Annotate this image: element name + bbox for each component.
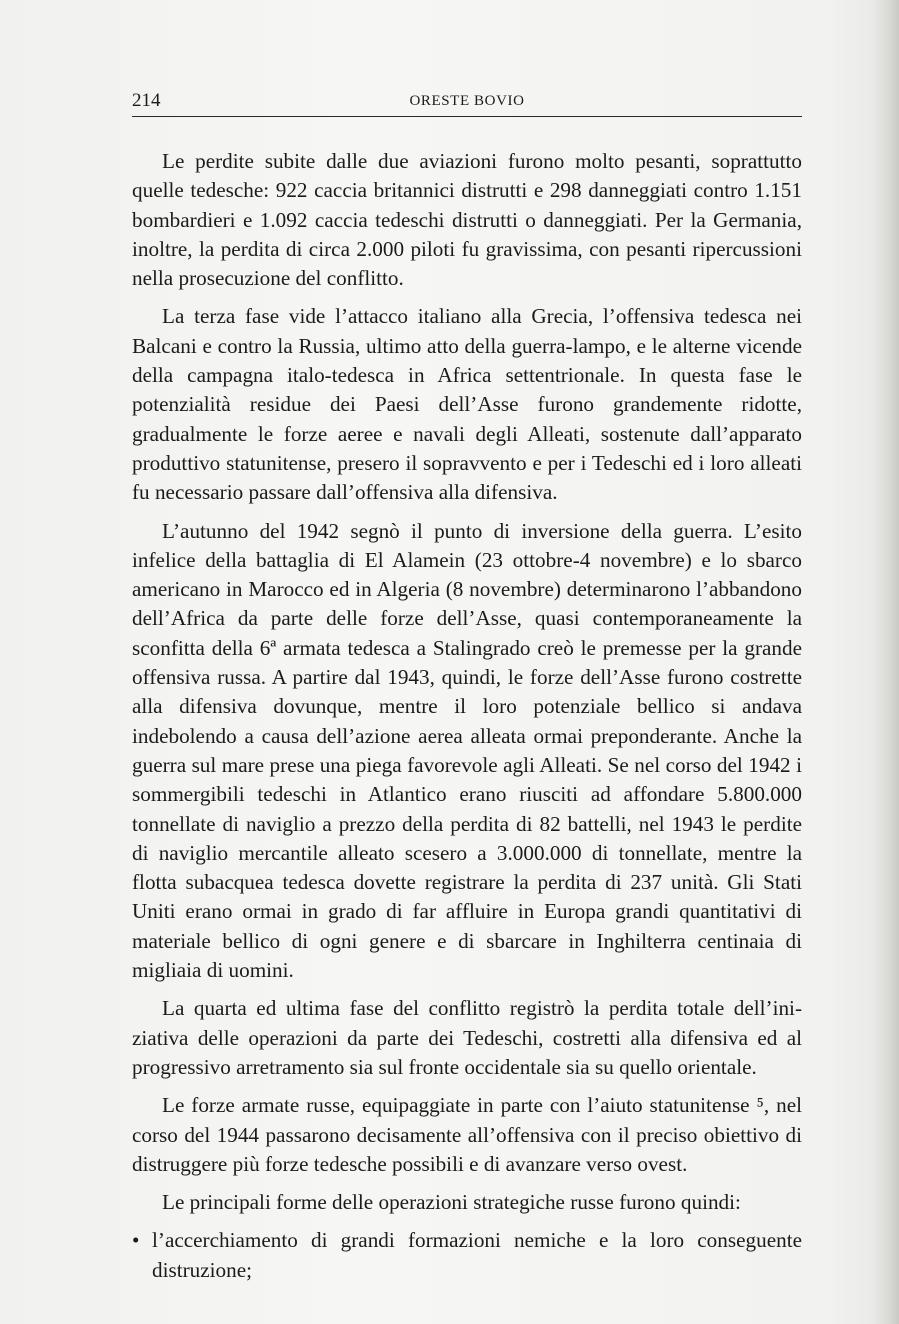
paragraph: L’autunno del 1942 segnò il punto di inversione della guerra. L’esito infelice della battaglia di El Alamein (23 ottobre-4 novembre) e lo sbarco americano in Marocco ed in Algeria (8 novembre) determinarono l’abbandono dell’Africa da parte delle forze dell’Asse, quasi contemporaneamente la sconfitta della 6ª armata tedesca a Stalingrado creò le premesse per la grande offensiva russa. A partire dal 1943, quindi, le forze dell’Asse furono costrette alla difensiva dovunque, mentre il loro potenziale bellico si andava indebolendo a causa dell’azione aerea alleata ormai preponderante. Anche la guerra sul mare prese una piega favorevole agli Alleati. Se nel corso del 1942 i sommergibili tedeschi in Atlantico erano riusciti ad affondare 5.800.000 tonnellate di naviglio a prezzo della perdita di 82 battelli, nel 1943 le perdite di naviglio mercantile alleato scesero a 3.000.000 di tonnellate, mentre la flotta subacquea tedesca dovette registrare la perdita di 237 unità. Gli Stati Uniti erano ormai in grado di far affluire in Europa grandi quantitativi di materiale bellico di ogni genere e di sbarcare in Inghilterra centinaia di migliaia di uomini. (132, 518, 802, 983)
bullet-list (132, 1226, 802, 1285)
paragraph: La terza fase vide l’attacco italiano alla Grecia, l’offensiva tedesca nei Balcani e contro la Russia, ultimo atto della guerra-lampo, e le alterne vicende della campagna italo-tedesca in Africa settentrionale. In questa fase le potenzialità residue dei Paesi dell’Asse furono grandemente ridotte, gradualmente le forze aeree e navali degli Alleati, sostenute dall’apparato produttivo statunitense, presero il sopravvento e per i Tedeschi ed i loro alleati fu necessario passare dall’offensiva alla difensiva. (132, 304, 802, 505)
list-item: • l’accerchiamento di grandi formazioni nemiche e la loro conseguente distruzione; (132, 1226, 802, 1285)
paragraph: La quarta ed ultima fase del conflitto registrò la perdita totale dell’iniziativa delle operazioni da parte dei Tedeschi, costretti alla difensiva ed al progressivo arretramento sia sul fronte occidentale sia su quello orientale. (132, 996, 802, 1079)
page-number: 214 (132, 90, 161, 111)
running-title: ORESTE BOVIO (409, 93, 525, 109)
spine-shadow (871, 0, 899, 1324)
body-text (132, 147, 802, 1285)
paragraph: Le perdite subite dalle due aviazioni furono molto pesanti, soprattutto quelle tedesche: 922 caccia britannici distrutti e 298 danneggiati contro 1.151 bombardieri e 1.092 caccia tedeschi distrutti o danneggiati. Per la Germania, inoltre, la perdita di circa 2.000 piloti fu gravissima, con pesanti ripercussioni nella prosecuzione del conflitto. (132, 149, 802, 291)
paragraph: Le forze armate russe, equipaggiate in parte con l’aiuto statunitense ⁵, nel corso del 1944 passarono decisamente all’offensiva con il preciso obiettivo di distruggere più forze tedesche possibili e di avanzare verso ovest. (132, 1093, 802, 1176)
paragraph: Le principali forme delle operazioni strategiche russe furono quindi: (162, 1190, 741, 1215)
running-head (132, 88, 802, 117)
